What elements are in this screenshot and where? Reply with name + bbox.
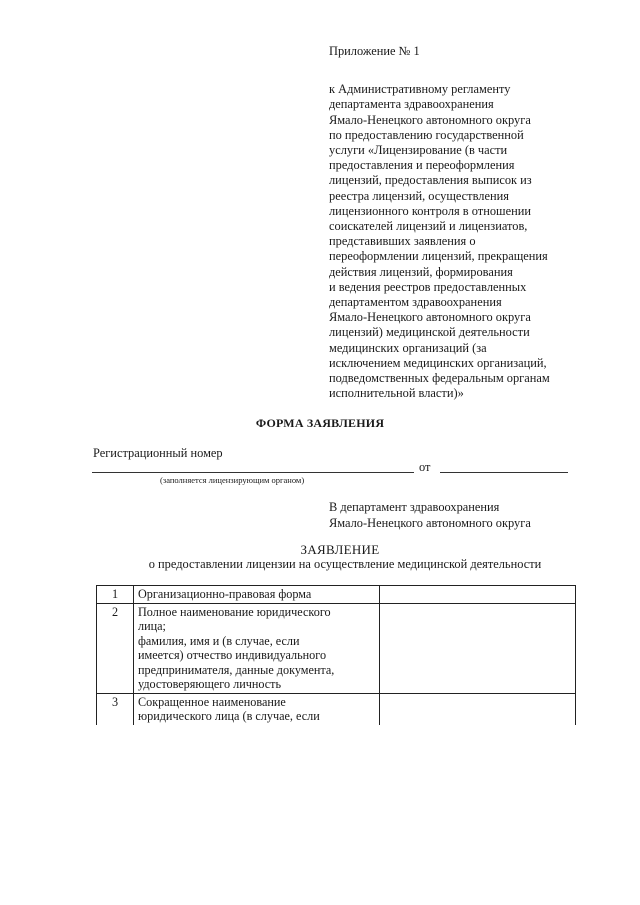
row-value-field[interactable] bbox=[380, 693, 576, 725]
row-label-line: Сокращенное наименование bbox=[138, 694, 286, 709]
annex-line: соискателей лицензий и лицензиатов, bbox=[329, 219, 528, 234]
table-row bbox=[97, 586, 576, 604]
table-row bbox=[97, 603, 576, 693]
annex-line: Ямало-Ненецкого автономного округа bbox=[329, 310, 531, 325]
row-label-line: юридического лица (в случае, если bbox=[138, 709, 320, 723]
annex-line: лицензионного контроля в отношении bbox=[329, 203, 531, 218]
row-label bbox=[134, 586, 380, 604]
annex-line: к Административному регламенту bbox=[329, 82, 511, 97]
row-label-line: Полное наименование юридического bbox=[138, 604, 331, 619]
row-number: 1 bbox=[97, 586, 134, 604]
annex-line: и ведения реестров предоставленных bbox=[329, 279, 527, 294]
application-form-table bbox=[96, 585, 576, 725]
annex-line: исключением медицинских организаций, bbox=[329, 355, 547, 370]
annex-line: департамента здравоохранения bbox=[329, 97, 494, 112]
annex-line: по предоставлению государственной bbox=[329, 127, 524, 142]
addressee-line: Ямало-Ненецкого автономного округа bbox=[329, 516, 531, 530]
row-number: 2 bbox=[97, 603, 134, 693]
row-label bbox=[134, 603, 380, 693]
annex-line: Ямало-Ненецкого автономного округа bbox=[329, 112, 531, 127]
annex-block bbox=[329, 44, 609, 401]
annex-line: действия лицензий, формирования bbox=[329, 264, 513, 279]
registration-number-field[interactable] bbox=[92, 472, 414, 473]
row-value-field[interactable] bbox=[380, 603, 576, 693]
addressee-line: В департамент здравоохранения bbox=[329, 500, 500, 514]
registration-note: (заполняется лицензирующим органом) bbox=[160, 475, 305, 485]
annex-line: лицензий) медицинской деятельности bbox=[329, 325, 530, 340]
annex-number: Приложение № 1 bbox=[329, 44, 420, 58]
table-row bbox=[97, 693, 576, 725]
row-label-line: фамилия, имя и (в случае, если bbox=[138, 633, 300, 648]
annex-line: переоформлении лицензий, прекращения bbox=[329, 249, 548, 264]
registration-date-label: от bbox=[419, 460, 431, 474]
annex-line: представивших заявления о bbox=[329, 234, 476, 249]
addressee-block bbox=[329, 499, 531, 531]
row-number: 3 bbox=[97, 693, 134, 725]
row-value-field[interactable] bbox=[380, 586, 576, 604]
annex-line: медицинских организаций (за bbox=[329, 340, 487, 355]
annex-line: исполнительной власти)» bbox=[329, 386, 464, 401]
row-label-line: Организационно-правовая форма bbox=[138, 587, 312, 601]
annex-line: подведомственных федеральным органам bbox=[329, 371, 550, 386]
row-label-line: удостоверяющего личность bbox=[138, 677, 282, 691]
annex-line: лицензий, предоставления выписок из bbox=[329, 173, 532, 188]
annex-line: предоставления и переоформления bbox=[329, 158, 515, 173]
row-label-line: предпринимателя, данные документа, bbox=[138, 662, 335, 677]
application-title: ЗАЯВЛЕНИЕ bbox=[300, 542, 380, 557]
annex-line: департаментом здравоохранения bbox=[329, 295, 502, 310]
row-label-line: лица; bbox=[138, 619, 166, 633]
row-label bbox=[134, 693, 380, 725]
registration-label: Регистрационный номер bbox=[93, 446, 223, 460]
application-subtitle: о предоставлении лицензии на осуществление медицинской деятельности bbox=[148, 557, 542, 571]
annex-line: реестра лицензий, осуществления bbox=[329, 188, 509, 203]
row-label-line: имеется) отчество индивидуального bbox=[138, 648, 327, 662]
annex-line: услуги «Лицензирование (в части bbox=[329, 143, 508, 158]
registration-date-field[interactable] bbox=[440, 472, 568, 473]
form-title: ФОРМА ЗАЯВЛЕНИЯ bbox=[255, 416, 385, 430]
